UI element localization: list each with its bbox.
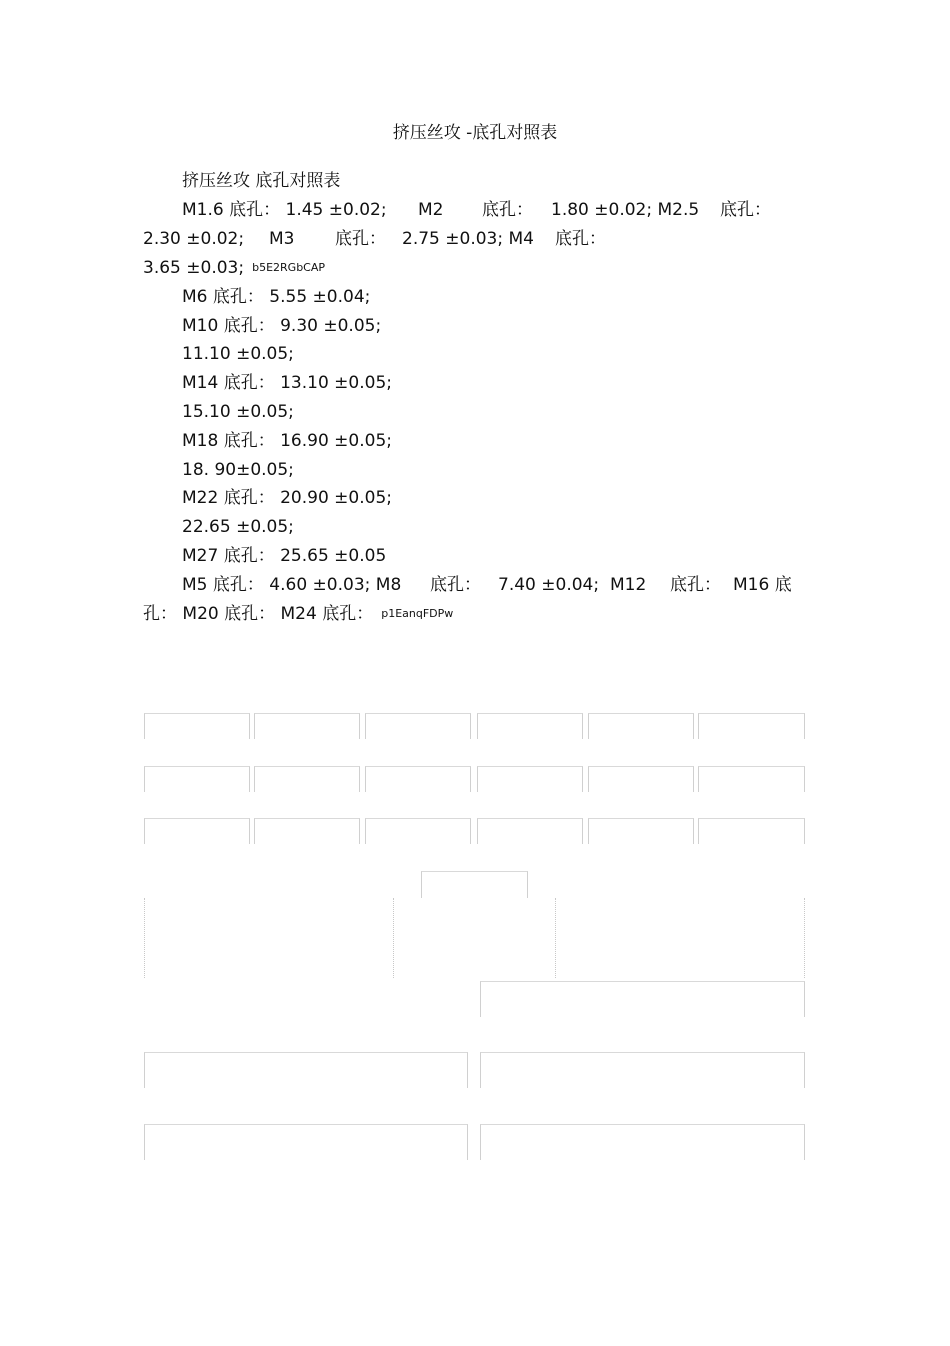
doc-line-9: M18 底孔： 16.90 ±0.05;	[182, 431, 393, 451]
doc-line-15-code: p1EanqFDPw	[381, 607, 454, 620]
doc-line-7: M14 底孔： 13.10 ±0.05;	[182, 373, 393, 393]
doc-line-2-c: 底孔：	[335, 229, 386, 249]
doc-line-14-e: 底孔：	[670, 575, 721, 595]
table-cell	[144, 818, 250, 844]
doc-line-14-d: M12	[610, 575, 647, 595]
table-cell	[698, 766, 805, 792]
table-cell	[254, 766, 360, 792]
doc-line-5: M10 底孔： 9.30 ±0.05;	[182, 316, 382, 336]
doc-line-2-a: 2.30 ±0.02;	[143, 229, 245, 249]
doc-line-1-c: 底孔：	[482, 200, 533, 220]
table-cell	[477, 713, 583, 739]
doc-line-1	[182, 198, 802, 222]
doc-line-14-c: 7.40 ±0.04;	[498, 575, 600, 595]
doc-line-2	[143, 227, 623, 251]
dotted-divider	[555, 898, 556, 978]
doc-line-14-b: 底孔：	[430, 575, 481, 595]
page-title: 挤压丝攻 -底孔对照表	[392, 123, 558, 143]
doc-line-1-b: M2	[418, 200, 444, 220]
table-cell	[588, 766, 694, 792]
table-cell	[144, 713, 250, 739]
table-cell	[588, 713, 694, 739]
table-half-cell	[480, 1124, 805, 1160]
table-half-cell	[144, 1052, 468, 1088]
dotted-divider	[393, 898, 394, 978]
doc-heading: 挤压丝攻 底孔对照表	[182, 171, 341, 191]
doc-line-2-b: M3	[269, 229, 295, 249]
dotted-divider	[144, 898, 145, 978]
doc-line-6: 11.10 ±0.05;	[182, 344, 294, 364]
table-cell	[698, 713, 805, 739]
table-cell	[144, 766, 250, 792]
table-cell	[365, 818, 471, 844]
table-cell	[588, 818, 694, 844]
doc-line-8: 15.10 ±0.05;	[182, 402, 294, 422]
doc-line-15-text: 孔： M20 底孔： M24 底孔：	[143, 604, 374, 624]
doc-line-2-e: 底孔：	[555, 229, 606, 249]
doc-line-14	[182, 573, 802, 597]
table-cell	[477, 818, 583, 844]
table-wide-cell	[480, 981, 805, 1017]
table-cell	[698, 818, 805, 844]
table-header-cell	[421, 871, 528, 898]
table-cell	[254, 818, 360, 844]
table-cell	[254, 713, 360, 739]
table-cell	[365, 766, 471, 792]
doc-line-10: 18. 90±0.05;	[182, 460, 294, 480]
doc-line-4: M6 底孔： 5.55 ±0.04;	[182, 287, 371, 307]
doc-line-2-d: 2.75 ±0.03; M4	[402, 229, 534, 249]
doc-line-13: M27 底孔： 25.65 ±0.05	[182, 546, 387, 566]
doc-line-3-code: b5E2RGbCAP	[252, 261, 326, 274]
doc-line-15	[143, 602, 453, 626]
doc-line-1-a: M1.6 底孔： 1.45 ±0.02;	[182, 200, 387, 220]
doc-line-14-f: M16 底	[733, 575, 792, 595]
doc-line-11: M22 底孔： 20.90 ±0.05;	[182, 488, 393, 508]
table-cell	[365, 713, 471, 739]
dotted-divider	[804, 898, 805, 978]
table-half-cell	[480, 1052, 805, 1088]
table-cell	[477, 766, 583, 792]
doc-line-12: 22.65 ±0.05;	[182, 517, 294, 537]
doc-line-1-e: 底孔：	[720, 200, 771, 220]
doc-line-3	[143, 256, 325, 280]
doc-line-14-a: M5 底孔： 4.60 ±0.03; M8	[182, 575, 402, 595]
doc-line-1-d: 1.80 ±0.02; M2.5	[551, 200, 700, 220]
doc-line-3-text: 3.65 ±0.03;	[143, 258, 245, 278]
table-half-cell	[144, 1124, 468, 1160]
